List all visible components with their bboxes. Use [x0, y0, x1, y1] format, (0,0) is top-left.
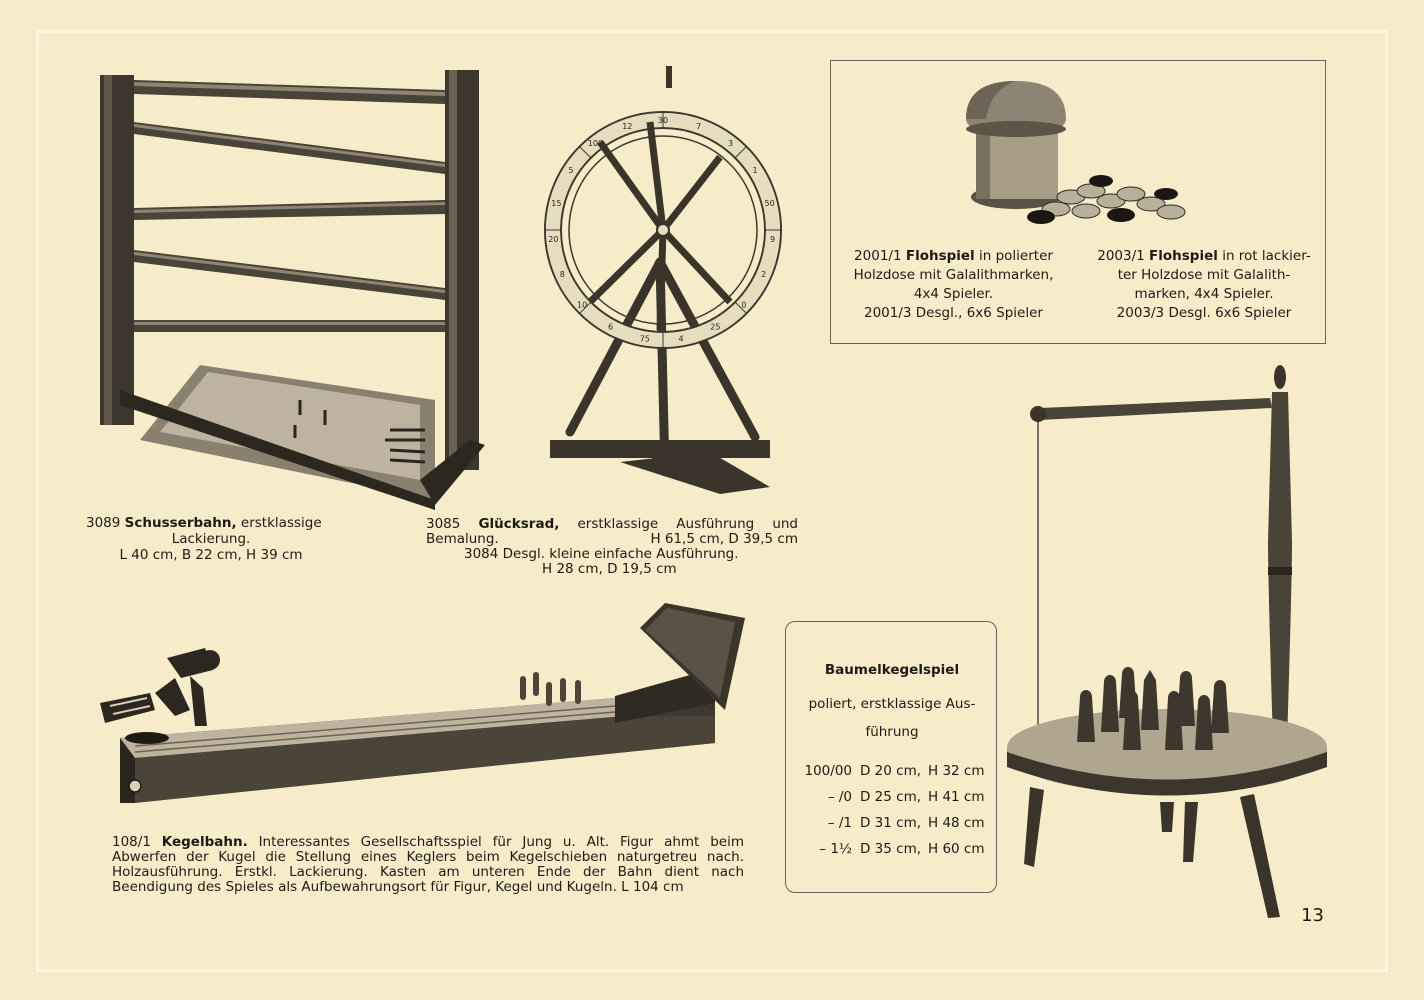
wheel-number: 0: [741, 300, 747, 310]
wheel-number: 30: [657, 116, 669, 125]
baumelkegelspiel-box: [785, 621, 997, 893]
size-row: 100/00 D 20 cm, H 32 cm: [804, 763, 985, 779]
gluecksrad-illustration: [540, 62, 790, 502]
baumelkegelspiel-title: Baumelkegelspiel: [824, 662, 960, 678]
baumelkegelspiel-desc: poliert, erstklassige Aus- führung: [808, 696, 976, 740]
gluecksrad-caption: 3085 Glücksrad, erstklassige Ausführung und Bemalung. H 61,5 cm, D 39,5 cm 3084 Desgl. kleine einfache Ausführung. H 28 cm, D 19,5 cm: [426, 516, 799, 577]
wheel-number: 75: [639, 334, 650, 344]
size-row: – /1 D 31 cm, H 48 cm: [827, 815, 985, 831]
wheel-number: 7: [696, 122, 702, 131]
wheel-number: 12: [622, 122, 633, 131]
size-row: – 1½ D 35 cm, H 60 cm: [819, 841, 985, 857]
wheel-number: 9: [770, 235, 776, 245]
wheel-number: 15: [551, 199, 562, 208]
wheel-number: 100: [587, 139, 604, 149]
schusserbahn-caption: 3089 Schusserbahn, erstklassige Lackierung. L 40 cm, B 22 cm, H 39 cm: [86, 515, 322, 563]
wheel-number: 1: [752, 165, 758, 175]
kegelbahn-caption: 108/1 Kegelbahn. Interessantes Gesellschaftsspiel für Jung u. Alt. Figur ahmt beim Abwerfen der Kugel die Stellung eines Keglers beim Kegelschieben naturgetreu nach. Holzausführung. Erstkl. Lackierung. Kasten am unteren Ende der Bahn dient nach Beendigung des Spieles als Aufbewahrungsort für Figur, Kegel und Kugeln. L 104 cm: [112, 834, 744, 895]
wheel-number: 5: [568, 165, 574, 175]
wheel-number: 25: [710, 322, 721, 332]
wheel-number: 50: [764, 199, 775, 208]
kegelbahn-illustration: [95, 598, 755, 828]
schusserbahn-illustration: [90, 60, 490, 510]
wheel-number: 8: [559, 270, 565, 280]
wheel-number: 4: [678, 334, 684, 344]
baumelkegelspiel-illustration: [1000, 362, 1330, 922]
wheel-number: 2: [761, 270, 767, 280]
flohspiel-illustration: [961, 79, 1201, 224]
size-row: – /0 D 25 cm, H 41 cm: [827, 789, 985, 805]
wheel-number: 10: [577, 300, 588, 310]
flohspiel-box: [830, 60, 1326, 344]
page-number: 13: [1301, 905, 1324, 926]
baumelkegelspiel-table: [798, 758, 998, 862]
flohspiel-left-caption: 2001/1 Flohspiel in polierter Holzdose mit Galalithmarken, 4x4 Spieler. 2001/3 Desgl., 6x6 Spieler: [853, 248, 1054, 321]
wheel-number: 20: [548, 235, 559, 245]
wheel-number: 6: [608, 322, 614, 332]
wheel-number: 3: [728, 139, 734, 149]
flohspiel-right-caption: 2003/1 Flohspiel in rot lackier- ter Holzdose mit Galalith- marken, 4x4 Spieler. 2003/3 Desgl. 6x6 Spieler: [1097, 248, 1311, 321]
